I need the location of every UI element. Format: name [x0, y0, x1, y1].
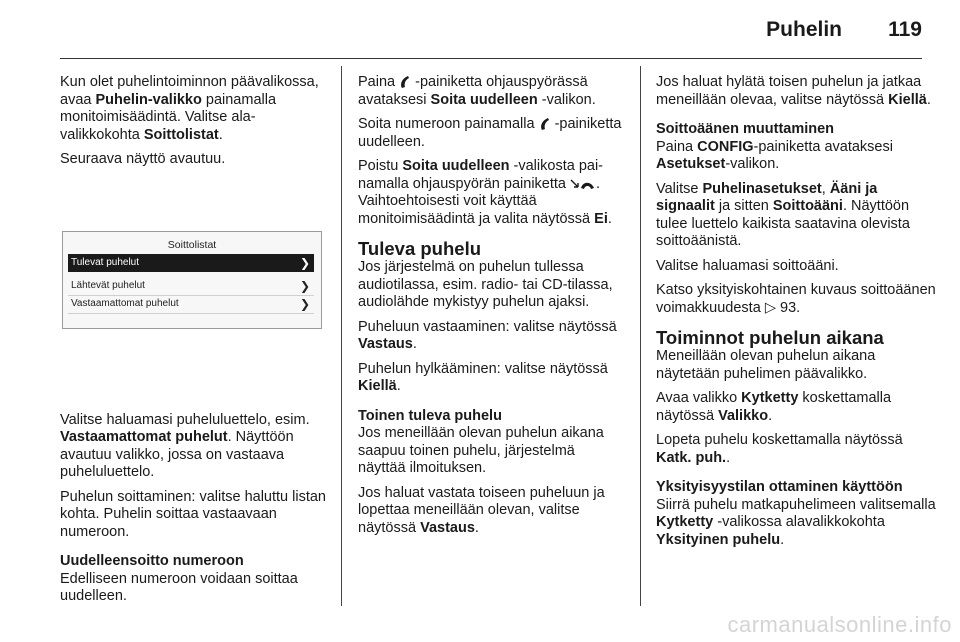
- subheading: Uudelleensoitto numeroon: [60, 553, 244, 569]
- paragraph: Puheluun vastaaminen: valitse näytössä Vastaus.: [358, 318, 617, 352]
- paragraph: Valitse Puhelinasetukset, Ääni ja signaalit ja sitten Soittoääni. Näyttöön tulee luettelo kaikista saatavina olevista soittoäänistä.: [656, 180, 910, 249]
- left-column: [60, 74, 326, 613]
- chevron-right-icon: ❯: [299, 255, 310, 270]
- chevron-right-icon: ❯: [299, 296, 310, 311]
- paragraph: Seuraava näyttö avautuu.: [60, 151, 226, 167]
- paragraph: Paina -painiketta ohjauspyörässä avataksesi Soita uudelleen -valikon.: [358, 74, 596, 108]
- section-title: Puhelin: [766, 18, 842, 41]
- right-column: [656, 74, 936, 556]
- paragraph: Puhelun soittaminen: valitse haluttu listan kohta. Puhelin soittaa vastaavaan numeroon.: [60, 488, 326, 540]
- paragraph: Puhelun hylkääminen: valitse näytössä Kiellä.: [358, 360, 608, 394]
- screen-figure: [60, 177, 334, 400]
- section-heading: Tuleva puhelu: [358, 238, 482, 259]
- list-item[interactable]: Lähtevät puhelut ❯: [68, 277, 314, 296]
- paragraph: Kun olet puhelintoiminnon päävalikossa, avaa Puhelin-valikko painamalla monitoimisäädintä. Valitse alavalikkokohta Soittolistat.: [60, 74, 319, 143]
- paragraph: Valitse haluamasi soittoääni.: [656, 257, 839, 274]
- screen-title: Soittolistat: [167, 238, 217, 251]
- paragraph: Edelliseen numeroon voidaan soittaa uudelleen.: [60, 570, 298, 604]
- paragraph: Meneillään olevan puhelun aikana näytetään puhelimen päävalikko.: [656, 348, 876, 382]
- paragraph: Jos haluat hylätä toisen puhelun ja jatkaa meneillään olevaa, valitse näytössä Kiellä.: [656, 74, 931, 108]
- paragraph: Jos järjestelmä on puhelun tullessa audiotilassa, esim. radio- tai CD-tilassa, audiolähde mykistyy puhelun ajaksi.: [358, 259, 613, 310]
- column-divider: [341, 66, 342, 606]
- subheading: Soittoäänen muuttaminen: [656, 121, 835, 137]
- paragraph: Valitse haluamasi puheluluettelo, esim. Vastaamattomat puhelut. Näyttöön avautuu valikko, jossa on vastaava puheluluettelo.: [60, 411, 310, 480]
- arrow-icon: ▷: [764, 299, 776, 316]
- page-number: 119: [888, 18, 922, 41]
- column-divider: [640, 66, 641, 606]
- paragraph: Jos meneillään olevan puhelun aikana saapuu toinen puhelu, järjestelmä näyttää ilmoituksen.: [358, 425, 604, 476]
- list-item[interactable]: Tulevat puhelut ❯: [68, 254, 314, 272]
- middle-column: [358, 74, 626, 544]
- paragraph: Avaa valikko Kytketty koskettamalla näytössä Valikko.: [656, 390, 892, 424]
- paragraph: Jos haluat vastata toiseen puheluun ja lopettaa meneillään olevan, valitse näytössä Vastaus.: [358, 484, 605, 536]
- paragraph: Siirrä puhelu matkapuhelimeen valitsemalla Kytketty -valikossa alavalikkokohta Yksityinen puhelu.: [656, 496, 936, 548]
- page-reference[interactable]: 93: [780, 299, 797, 316]
- phone-icon: [539, 117, 551, 131]
- section-heading: Toiminnot puhelun aikana: [656, 327, 884, 348]
- paragraph: Paina CONFIG-painiketta avataksesi Asetukset-valikon.: [656, 138, 893, 172]
- phone-icon: [399, 75, 411, 89]
- list-item[interactable]: Vastaamattomat puhelut ❯: [68, 295, 314, 314]
- display-screen: [62, 231, 322, 329]
- hangup-icon: [570, 178, 596, 191]
- paragraph: Katso yksityiskohtainen kuvaus soittoäänen voimakkuudesta ▷ 93.: [656, 282, 936, 316]
- paragraph: Poistu Soita uudelleen -valikosta painamalla ohjauspyörän painiketta . Vaihtoehtoisesti voit käyttää monitoimisäädintä ja valita näytössä Ei.: [358, 158, 612, 227]
- paragraph: Lopeta puhelu koskettamalla näytössä Katk. puh..: [656, 432, 903, 466]
- header-rule: [60, 58, 922, 59]
- chevron-right-icon: ❯: [299, 278, 310, 293]
- subheading: Toinen tuleva puhelu: [358, 407, 502, 424]
- watermark: carmanualsonline.info: [727, 612, 952, 637]
- paragraph: Soita numeroon painamalla -painiketta uudelleen.: [358, 116, 622, 150]
- subheading: Yksityisyystilan ottaminen käyttöön: [656, 479, 903, 495]
